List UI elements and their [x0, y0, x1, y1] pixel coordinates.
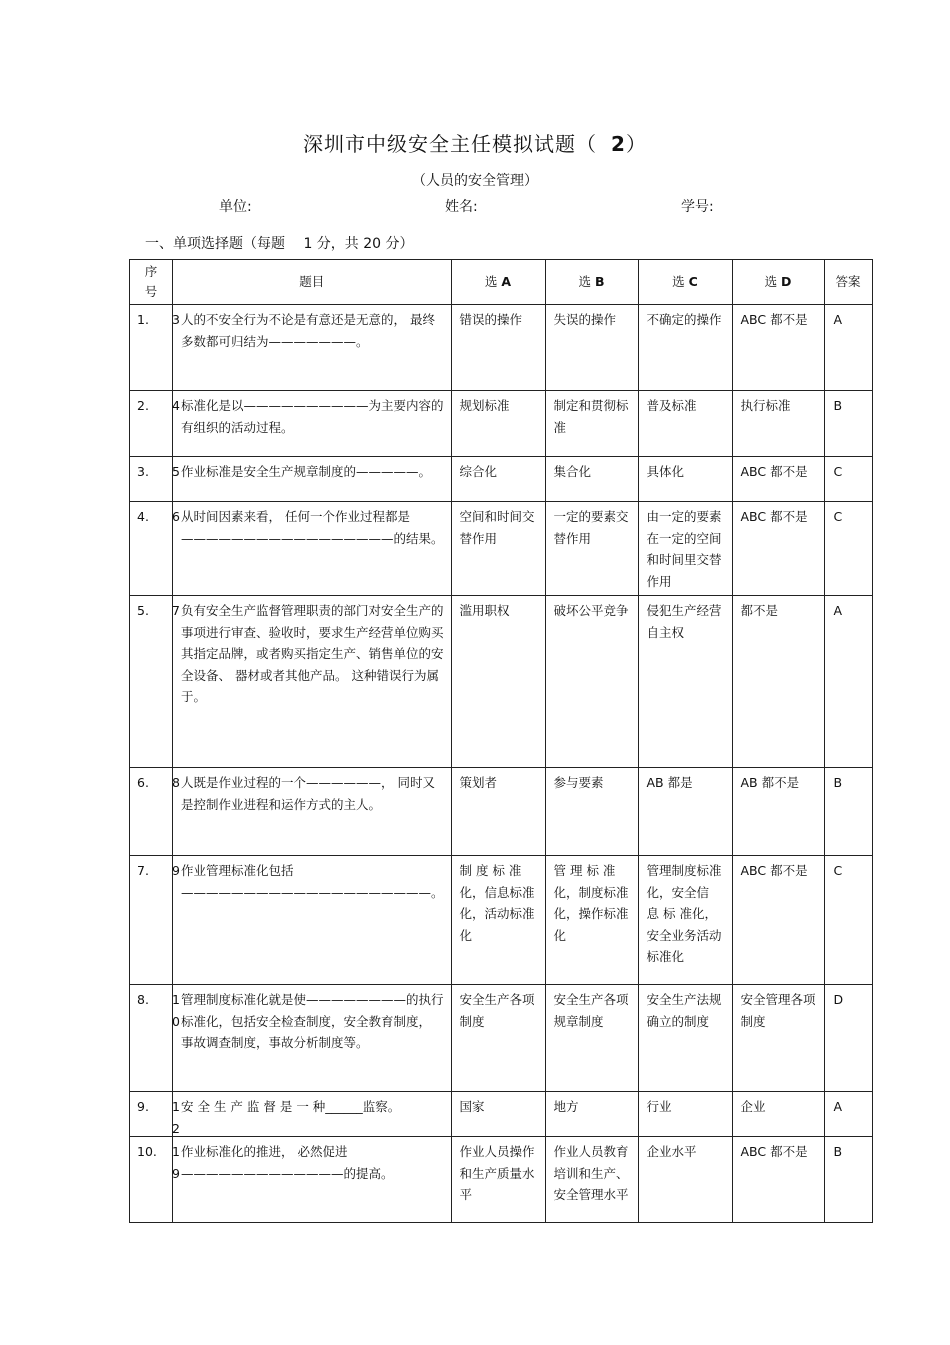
table-row: [130, 856, 873, 985]
option-c: 行业: [638, 1092, 732, 1137]
option-a: 综合化: [451, 457, 545, 502]
option-a: 规划标准: [451, 391, 545, 457]
table-row: [130, 391, 873, 457]
option-b: 一定的要素交替作用: [545, 502, 638, 596]
option-a: 制 度 标 准化，信息标准化，活动标准化: [451, 856, 545, 985]
option-a: 策划者: [451, 768, 545, 856]
table-row: [130, 305, 873, 391]
row-number: 8.: [130, 985, 173, 1092]
header-no: 序 号: [130, 260, 173, 305]
option-d: ABC 都不是: [732, 305, 824, 391]
id-field-label: 学号:: [681, 199, 714, 215]
question-body: 作业标准是安全生产规章制度的—————。: [181, 464, 432, 479]
section-heading: 一、单项选择题（每题 1 分，共 20 分）: [145, 236, 414, 252]
option-b: 破坏公平竞争: [545, 596, 638, 768]
option-a: 错误的操作: [451, 305, 545, 391]
option-a: 国家: [451, 1092, 545, 1137]
row-number: 5.: [130, 596, 173, 768]
question-body: 负有安全生产监督管理职责的部门对安全生产的事项进行审查、验收时，要求生产经营单位购买其指定品牌，或者购买指定生产、销售单位的安全设备、 器材或者其他产品。 这种错误行为属于。: [181, 603, 444, 704]
option-b: 作业人员教育培训和生产、安全管理水平: [545, 1137, 638, 1223]
option-d: ABC 都不是: [732, 502, 824, 596]
question-body: 管理制度标准化就是使————————的执行标准化，包括安全检查制度，安全教育制度， 事故调查制度，事故分析制度等。: [181, 992, 444, 1050]
question-body: 安 全 生 产 监 督 是 一 种______监察。: [181, 1099, 401, 1114]
answer: A: [824, 305, 872, 391]
answer: A: [824, 1092, 872, 1137]
question-text: [173, 856, 452, 985]
option-b: 安全生产各项规章制度: [545, 985, 638, 1092]
option-d: ABC 都不是: [732, 457, 824, 502]
option-d: ABC 都不是: [732, 856, 824, 985]
question-body: 标准化是以——————————为主要内容的有组织的活动过程。: [181, 398, 444, 435]
option-c: 由一定的要素在一定的空间和时间里交替作用: [638, 502, 732, 596]
option-b: 失误的操作: [545, 305, 638, 391]
question-text: [173, 1092, 452, 1137]
table-header-row: [130, 260, 873, 305]
option-d: 执行标准: [732, 391, 824, 457]
question-index: 6: [172, 509, 180, 524]
header-answer: 答案: [824, 260, 872, 305]
table-row: [130, 457, 873, 502]
table-row: [130, 1137, 873, 1223]
table-row: [130, 985, 873, 1092]
header-option-b: 选 B: [545, 260, 638, 305]
answer: C: [824, 457, 872, 502]
question-body: 从时间因素来看， 任何一个作业过程都是—————————————————的结果。: [181, 509, 444, 546]
answer: B: [824, 1137, 872, 1223]
option-a: 安全生产各项制度: [451, 985, 545, 1092]
option-d: AB 都不是: [732, 768, 824, 856]
table-row: [130, 596, 873, 768]
option-c: 普及标准: [638, 391, 732, 457]
row-number: 10.: [130, 1137, 173, 1223]
option-c: 管理制度标准化，安全信 息 标 准化，安全业务活动标准化: [638, 856, 732, 985]
question-text: [173, 768, 452, 856]
question-body: 作业管理标准化包括————————————————————。: [181, 863, 444, 900]
question-index: 12: [172, 1099, 180, 1136]
answer: B: [824, 768, 872, 856]
row-number: 7.: [130, 856, 173, 985]
row-number: 6.: [130, 768, 173, 856]
option-d: ABC 都不是: [732, 1137, 824, 1223]
option-d: 安全管理各项制度: [732, 985, 824, 1092]
question-index: 5: [172, 464, 180, 479]
option-d: 企业: [732, 1092, 824, 1137]
option-d: 都不是: [732, 596, 824, 768]
option-c: 具体化: [638, 457, 732, 502]
row-number: 2.: [130, 391, 173, 457]
question-index: 9: [172, 863, 180, 878]
question-text: [173, 305, 452, 391]
row-number: 4.: [130, 502, 173, 596]
header-option-d: 选 D: [732, 260, 824, 305]
question-text: [173, 1137, 452, 1223]
question-text: [173, 502, 452, 596]
table-row: [130, 768, 873, 856]
option-b: 管 理 标 准化，制度标准化，操作标准化: [545, 856, 638, 985]
header-question: 题目: [173, 260, 452, 305]
question-text: [173, 457, 452, 502]
row-number: 9.: [130, 1092, 173, 1137]
name-field-label: 姓名:: [445, 199, 478, 215]
option-a: 空间和时间交替作用: [451, 502, 545, 596]
row-number: 1.: [130, 305, 173, 391]
question-body: 人的不安全行为不论是有意还是无意的， 最终多数都可归结为———————。: [181, 312, 435, 349]
question-index: 7: [172, 603, 180, 618]
page-subtitle: （人员的安全管理）: [412, 173, 538, 189]
option-b: 集合化: [545, 457, 638, 502]
option-c: AB 都是: [638, 768, 732, 856]
answer: A: [824, 596, 872, 768]
answer: C: [824, 502, 872, 596]
answer: D: [824, 985, 872, 1092]
question-text: [173, 985, 452, 1092]
question-index: 19: [172, 1144, 180, 1181]
table-row: [130, 1092, 873, 1137]
question-index: 4: [172, 398, 180, 413]
option-b: 地方: [545, 1092, 638, 1137]
unit-field-label: 单位:: [219, 199, 252, 215]
question-text: [173, 391, 452, 457]
question-body: 人既是作业过程的一个——————， 同时又是控制作业进程和运作方式的主人。: [181, 775, 435, 812]
option-c: 侵犯生产经营自主权: [638, 596, 732, 768]
table-row: [130, 502, 873, 596]
option-c: 安全生产法规确立的制度: [638, 985, 732, 1092]
header-option-a: 选 A: [451, 260, 545, 305]
answer: C: [824, 856, 872, 985]
option-a: 滥用职权: [451, 596, 545, 768]
question-text: [173, 596, 452, 768]
option-c: 不确定的操作: [638, 305, 732, 391]
option-a: 作业人员操作和生产质量水平: [451, 1137, 545, 1223]
page-title: 深圳市中级安全主任模拟试题（ 2）: [303, 132, 647, 156]
question-index: 3: [172, 312, 180, 327]
question-index: 10: [172, 992, 180, 1029]
question-index: 8: [172, 775, 180, 790]
option-c: 企业水平: [638, 1137, 732, 1223]
header-option-c: 选 C: [638, 260, 732, 305]
option-b: 制定和贯彻标准: [545, 391, 638, 457]
question-table: [129, 259, 873, 1223]
row-number: 3.: [130, 457, 173, 502]
option-b: 参与要素: [545, 768, 638, 856]
answer: B: [824, 391, 872, 457]
question-body: 作业标准化的推进， 必然促进—————————————的提高。: [181, 1144, 394, 1181]
